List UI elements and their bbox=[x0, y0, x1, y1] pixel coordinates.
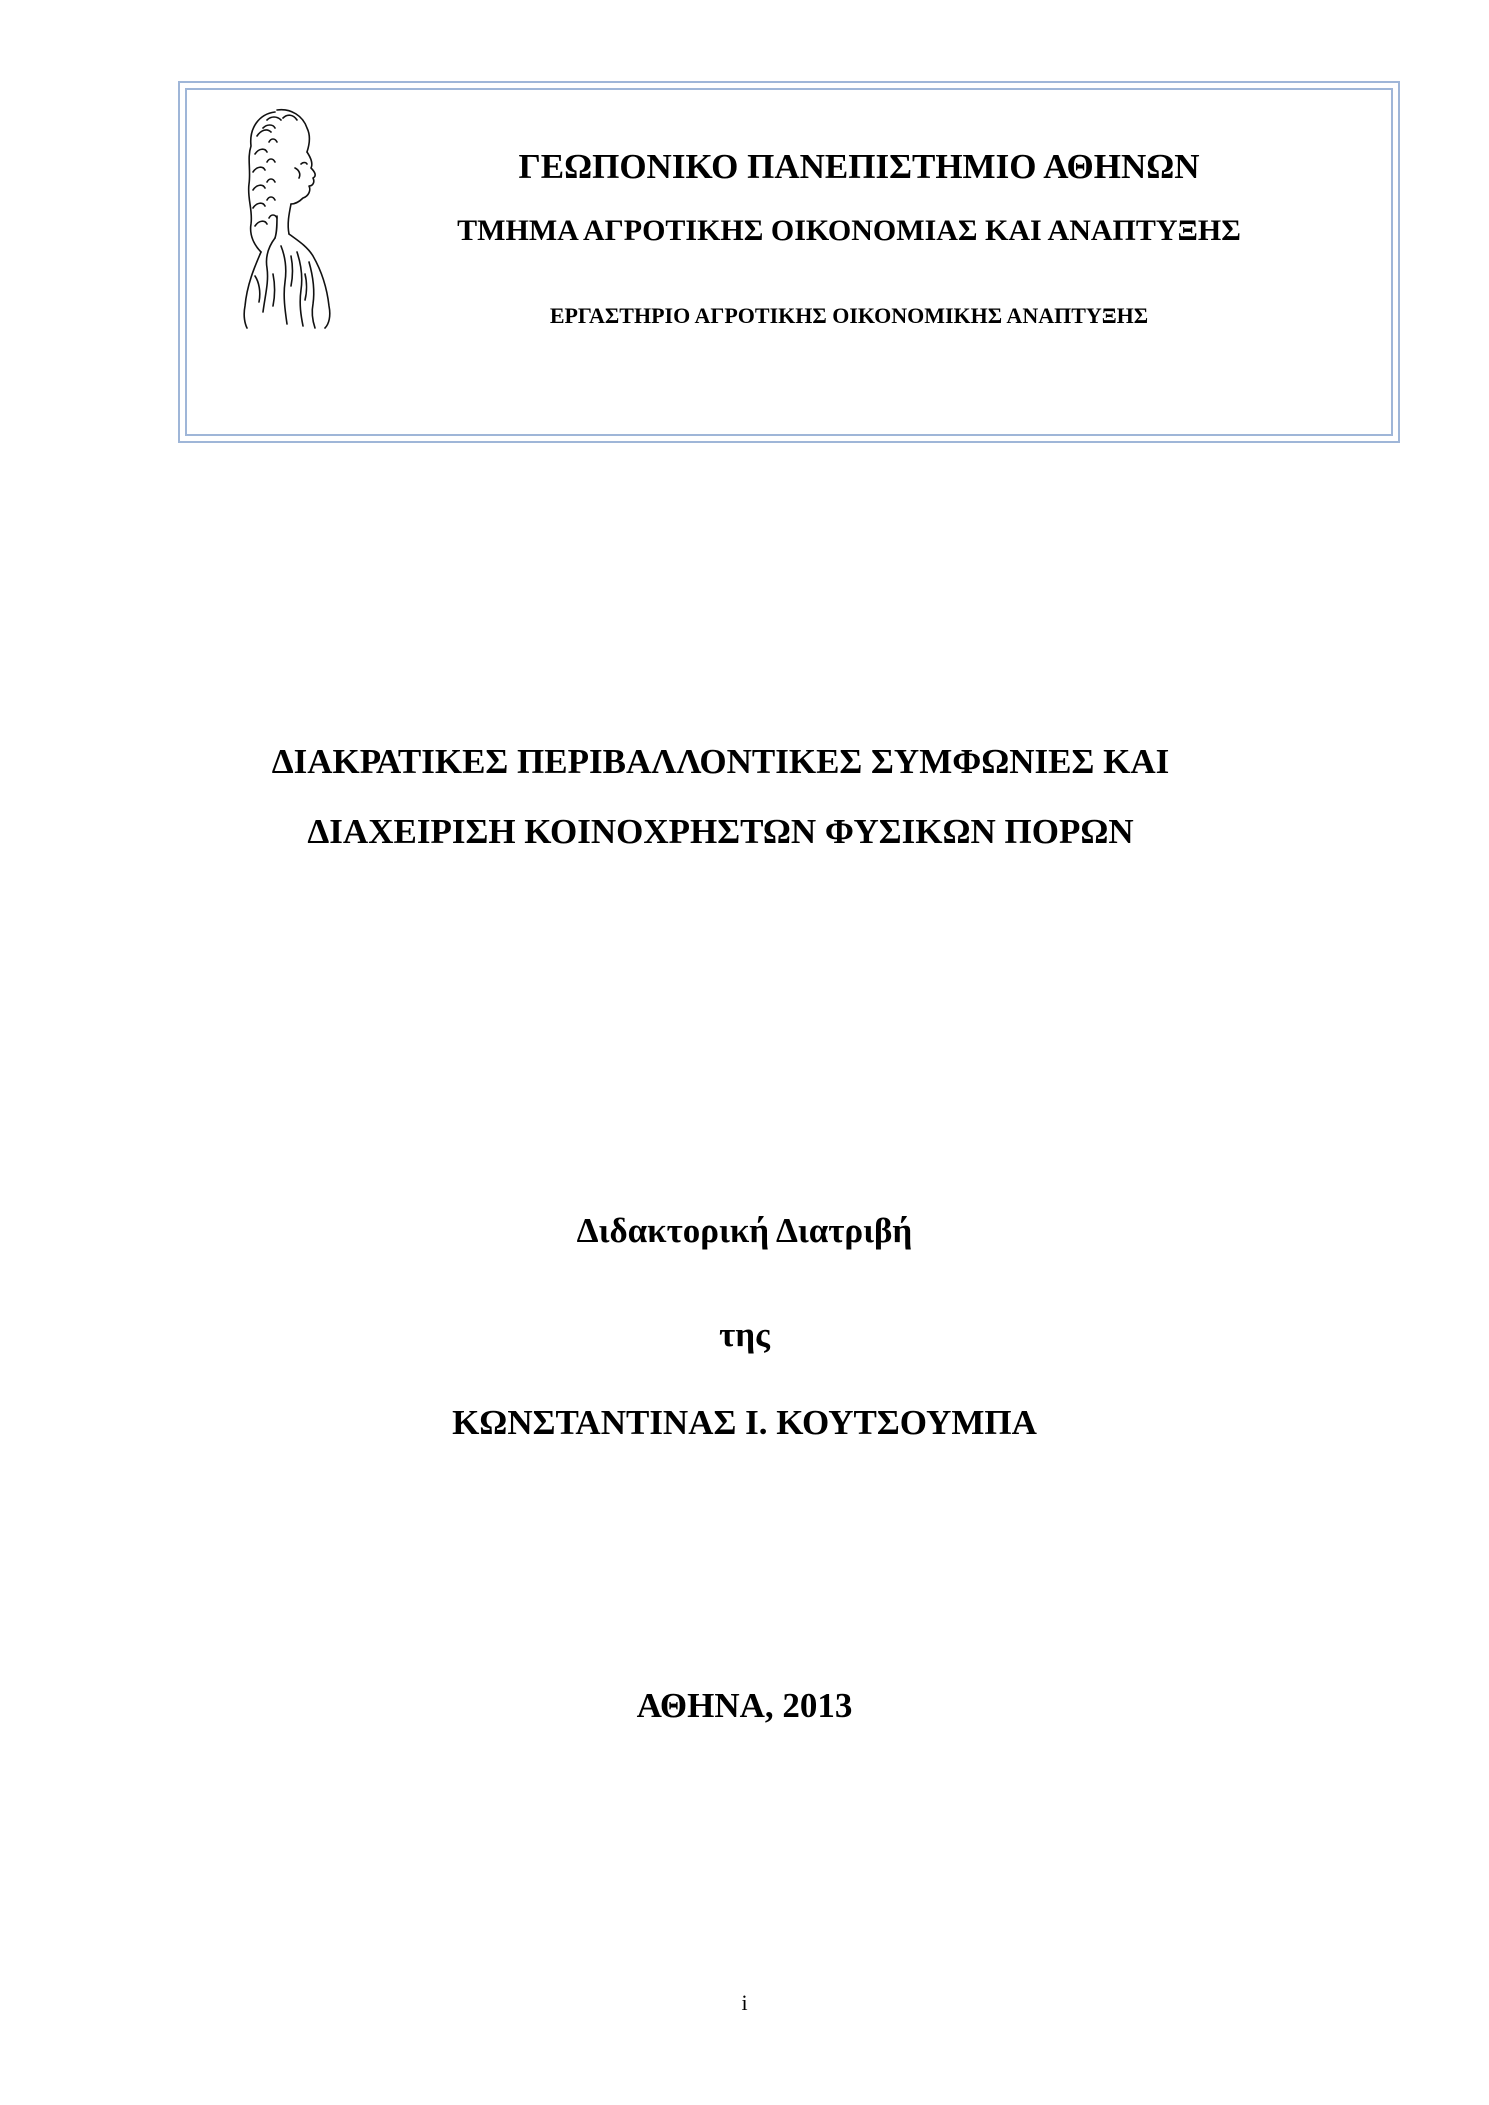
department-name: ΤΜΗΜΑ ΑΓΡΟΤΙΚΗΣ ΟΙΚΟΝΟΜΙΑΣ ΚΑΙ ΑΝΑΠΤΥΞΗΣ bbox=[457, 214, 1241, 247]
author-name: ΚΩΝΣΤΑΝΤΙΝΑΣ Ι. ΚΟΥΤΣΟΥΜΠΑ bbox=[452, 1403, 1037, 1442]
thesis-title-line-1: ΔΙΑΚΡΑΤΙΚΕΣ ΠΕΡΙΒΑΛΛΟΝΤΙΚΕΣ ΣΥΜΦΩΝΙΕΣ ΚΑΙ bbox=[271, 742, 1170, 781]
thesis-of-label: της bbox=[719, 1315, 770, 1354]
university-name: ΓΕΩΠΟΝΙΚΟ ΠΑΝΕΠΙΣΤΗΜΙΟ ΑΘΗΝΩΝ bbox=[518, 147, 1200, 186]
header-box-inner bbox=[185, 88, 1393, 436]
page-number: i bbox=[741, 1990, 748, 2015]
thesis-type: Διδακτορική Διατριβή bbox=[576, 1211, 913, 1250]
header-box bbox=[178, 81, 1400, 443]
place-and-date: ΑΘΗΝΑ, 2013 bbox=[636, 1686, 853, 1725]
laboratory-name: ΕΡΓΑΣΤΗΡΙΟ ΑΓΡΟΤΙΚΗΣ ΟΙΚΟΝΟΜΙΚΗΣ ΑΝΑΠΤΥΞΗΣ bbox=[549, 303, 1149, 328]
thesis-title-line-2: ΔΙΑΧΕΙΡΙΣΗ ΚΟΙΝΟΧΡΗΣΤΩΝ ΦΥΣΙΚΩΝ ΠΟΡΩΝ bbox=[307, 812, 1134, 851]
